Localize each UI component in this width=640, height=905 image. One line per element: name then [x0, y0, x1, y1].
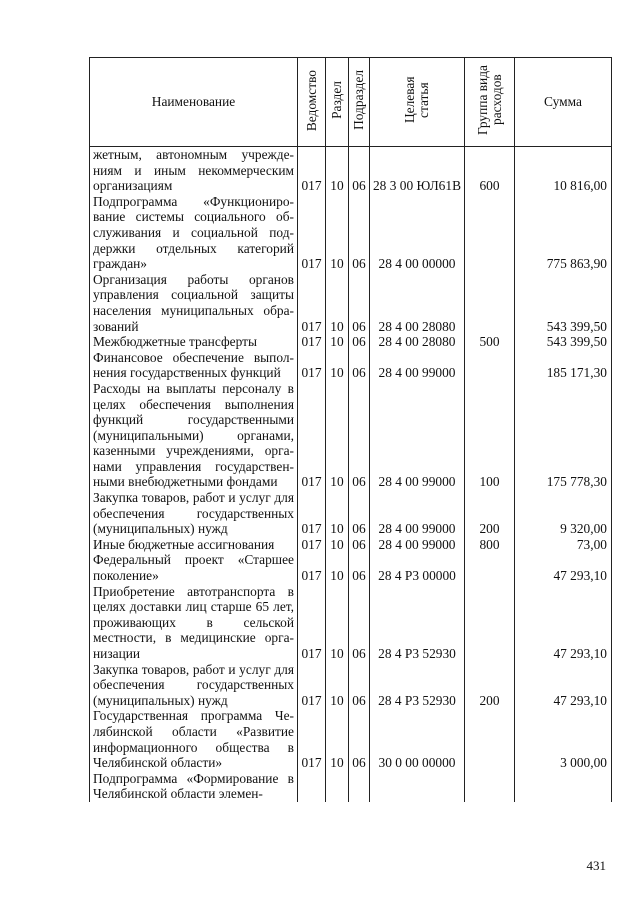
- cell-name: жетным, автономным учреждениям и иным некоммерческим организациям: [90, 147, 298, 194]
- page-number: 431: [586, 858, 606, 873]
- cell-ved: 017: [298, 584, 326, 662]
- cell-gruppa: [465, 584, 515, 662]
- cell-celevaya: 28 3 00 ЮЛ61В: [370, 147, 465, 194]
- cell-summa: 73,00: [515, 537, 612, 553]
- cell-celevaya: 28 4 00 28080: [370, 334, 465, 350]
- header-gruppa: Группа вида расходов: [465, 58, 515, 147]
- table-row: [90, 272, 612, 334]
- cell-ved: 017: [298, 147, 326, 194]
- cell-podrazdel: 06: [349, 552, 370, 583]
- cell-summa: 47 293,10: [515, 662, 612, 709]
- cell-gruppa: [465, 194, 515, 272]
- header-summa: Сумма: [515, 58, 612, 147]
- cell-ved: 017: [298, 708, 326, 770]
- cell-celevaya: 28 4 P3 52930: [370, 662, 465, 709]
- table-row: [90, 771, 612, 802]
- cell-razdel: 10: [326, 552, 349, 583]
- cell-name: Закупка товаров, работ и услуг для обеспечения государственных (муниципальных) нужд: [90, 662, 298, 709]
- table-row: [90, 662, 612, 709]
- table-row: [90, 708, 612, 770]
- cell-celevaya: [370, 771, 465, 802]
- header-podrazdel: Подраздел: [349, 58, 370, 147]
- cell-podrazdel: 06: [349, 381, 370, 490]
- cell-podrazdel: 06: [349, 350, 370, 381]
- cell-razdel: 10: [326, 490, 349, 537]
- cell-name: Приобретение автотранспорта в целях доставки лиц старше 65 лет, проживающих в сельской местности, в медицинские организации: [90, 584, 298, 662]
- cell-ved: 017: [298, 490, 326, 537]
- cell-gruppa: [465, 272, 515, 334]
- cell-podrazdel: [349, 771, 370, 802]
- cell-gruppa: 200: [465, 662, 515, 709]
- cell-gruppa: 100: [465, 381, 515, 490]
- table-row: [90, 334, 612, 350]
- cell-gruppa: [465, 708, 515, 770]
- cell-ved: 017: [298, 537, 326, 553]
- cell-ved: [298, 771, 326, 802]
- cell-razdel: 10: [326, 350, 349, 381]
- table-row: [90, 584, 612, 662]
- cell-ved: 017: [298, 334, 326, 350]
- header-celevaya: Целевая статья: [370, 58, 465, 147]
- cell-celevaya: 28 4 P3 52930: [370, 584, 465, 662]
- cell-name: Государственная программа Челябинской области «Развитие информационного общества в Челябинской области»: [90, 708, 298, 770]
- cell-celevaya: 28 4 00 28080: [370, 272, 465, 334]
- cell-podrazdel: 06: [349, 147, 370, 194]
- header-name: Наименование: [90, 58, 298, 147]
- cell-name: Расходы на выплаты персоналу в целях обеспечения выполнения функций государственными (муниципальными) органами, казенными учреждениями, органами управления государственными внебюджетными фондами: [90, 381, 298, 490]
- budget-table: [89, 57, 612, 802]
- table-row: [90, 194, 612, 272]
- cell-celevaya: 28 4 00 99000: [370, 490, 465, 537]
- cell-gruppa: 800: [465, 537, 515, 553]
- cell-name: Финансовое обеспечение выполнения государственных функций: [90, 350, 298, 381]
- cell-podrazdel: 06: [349, 708, 370, 770]
- cell-name: Подпрограмма «Функционирование системы социального обслуживания и социальной поддержки отдельных категорий граждан»: [90, 194, 298, 272]
- cell-celevaya: 30 0 00 00000: [370, 708, 465, 770]
- cell-podrazdel: 06: [349, 537, 370, 553]
- cell-celevaya: 28 4 00 99000: [370, 537, 465, 553]
- cell-name: Межбюджетные трансферты: [90, 334, 298, 350]
- table-row: [90, 381, 612, 490]
- table-row: [90, 147, 612, 194]
- cell-ved: 017: [298, 272, 326, 334]
- cell-razdel: 10: [326, 272, 349, 334]
- cell-celevaya: 28 4 P3 00000: [370, 552, 465, 583]
- cell-gruppa: 200: [465, 490, 515, 537]
- header-razdel: Раздел: [326, 58, 349, 147]
- cell-name: Организация работы органов управления социальной защиты населения муниципальных образований: [90, 272, 298, 334]
- cell-summa: [515, 771, 612, 802]
- cell-ved: 017: [298, 552, 326, 583]
- cell-summa: 9 320,00: [515, 490, 612, 537]
- cell-podrazdel: 06: [349, 662, 370, 709]
- cell-name: Федеральный проект «Старшее поколение»: [90, 552, 298, 583]
- cell-razdel: 10: [326, 194, 349, 272]
- cell-celevaya: 28 4 00 99000: [370, 381, 465, 490]
- cell-podrazdel: 06: [349, 272, 370, 334]
- cell-name: Закупка товаров, работ и услуг для обеспечения государственных (муниципальных) нужд: [90, 490, 298, 537]
- cell-ved: 017: [298, 194, 326, 272]
- cell-razdel: 10: [326, 147, 349, 194]
- cell-gruppa: [465, 350, 515, 381]
- cell-celevaya: 28 4 00 00000: [370, 194, 465, 272]
- table-row: [90, 350, 612, 381]
- cell-podrazdel: 06: [349, 584, 370, 662]
- table-header: [90, 58, 612, 147]
- cell-gruppa: 500: [465, 334, 515, 350]
- cell-summa: 47 293,10: [515, 552, 612, 583]
- cell-gruppa: [465, 771, 515, 802]
- cell-summa: 175 778,30: [515, 381, 612, 490]
- cell-summa: 543 399,50: [515, 334, 612, 350]
- cell-podrazdel: 06: [349, 194, 370, 272]
- cell-summa: 185 171,30: [515, 350, 612, 381]
- cell-razdel: 10: [326, 537, 349, 553]
- cell-razdel: 10: [326, 662, 349, 709]
- table-row: [90, 490, 612, 537]
- table-row: [90, 537, 612, 553]
- cell-razdel: 10: [326, 584, 349, 662]
- cell-ved: 017: [298, 381, 326, 490]
- cell-gruppa: [465, 552, 515, 583]
- cell-razdel: 10: [326, 334, 349, 350]
- cell-summa: 10 816,00: [515, 147, 612, 194]
- cell-name: Иные бюджетные ассигнования: [90, 537, 298, 553]
- cell-razdel: 10: [326, 381, 349, 490]
- cell-name: Подпрограмма «Формирование в Челябинской области элемен-: [90, 771, 298, 802]
- cell-summa: 3 000,00: [515, 708, 612, 770]
- cell-podrazdel: 06: [349, 334, 370, 350]
- header-ved: Ведомство: [298, 58, 326, 147]
- cell-gruppa: 600: [465, 147, 515, 194]
- cell-ved: 017: [298, 350, 326, 381]
- cell-podrazdel: 06: [349, 490, 370, 537]
- cell-razdel: 10: [326, 708, 349, 770]
- cell-summa: 543 399,50: [515, 272, 612, 334]
- cell-celevaya: 28 4 00 99000: [370, 350, 465, 381]
- cell-summa: 775 863,90: [515, 194, 612, 272]
- cell-razdel: [326, 771, 349, 802]
- cell-summa: 47 293,10: [515, 584, 612, 662]
- cell-ved: 017: [298, 662, 326, 709]
- table-body: [90, 147, 612, 802]
- table-row: [90, 552, 612, 583]
